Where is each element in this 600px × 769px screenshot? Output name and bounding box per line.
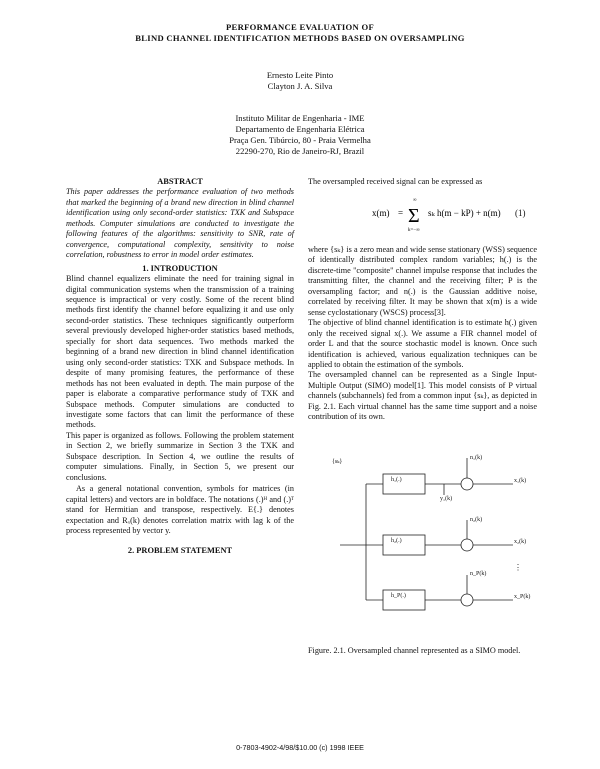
affiliation-line2: Departamento de Engenharia Elétrica [235,124,365,134]
fig-n1-label: n₁(k) [470,455,483,461]
eq-lhs: x(m) [372,208,390,218]
intro-paragraph-3: As a general notational convention, symbols for matrices (in capital letters) and vectors are in boldface. The notations (.)ᴴ and (.)ᵀ stand for Hermitian and transpose, respectively. E{.} denotes expectation and Rₓ(k) denotes correlation matrix with lag k of the process represented by vector y. [66,484,294,535]
fig-hp-label: h_P(.) [391,593,406,599]
fig-input-label: {sₖ} [332,459,343,465]
eq-sum-lower: k=−∞ [408,228,420,233]
fig-x2-label: x₂(k) [514,539,527,545]
affiliation-line1: Instituto Militar de Engenharia - IME [235,113,365,123]
eq-rhs: sₖ h(m − kP) + n(m) [428,208,501,218]
eq-equals: = [398,208,404,218]
right-column-continued [308,245,537,423]
affiliation-line3: Praça Gen. Tibúrcio, 80 - Praia Vermelha [229,135,371,145]
author-1: Ernesto Leite Pinto [266,70,334,80]
copyright-footer: 0-7803-4902-4/98/$10.00 (c) 1998 IEEE [236,743,364,752]
fig-h1-label: h₁(.) [391,477,402,483]
right-paragraph-3: The objective of blind channel identification is to estimate h(.) given only the received signal x(.). We assume a FIR channel model of order L and that the source stochastic model is known. Once such identification is achieved, various equalization techniques can be applied to obtain the estimation of the symbols. [308,318,537,369]
abstract-heading: ABSTRACT [157,177,203,186]
fig-xp-label: x_P(k) [514,594,531,600]
figure-caption: Figure. 2.1. Oversampled channel represented as a SIMO model. [308,646,521,655]
eq-sigma: Σ [408,205,420,227]
paper-title-line2: BLIND CHANNEL IDENTIFICATION METHODS BASED ON OVERSAMPLING [135,33,465,43]
intro-heading: 1. INTRODUCTION [142,263,218,273]
left-column [66,177,294,557]
author-2: Clayton J. A. Silva [267,81,333,91]
fig-x1-label: x₁(k) [514,478,527,484]
right-paragraph-1: The oversampled received signal can be expressed as [308,177,483,186]
intro-paragraph-1: Blind channel equalizers eliminate the need for training signal in digital communication systems when the transmission of a training sequence is impractical or very costly. Some of the recent blind methods first identify the channel before equalizing it and use only second-order statistics. These techniques significantly outperform several previously developed higher-order statistics based methods, specially for short data sequences. Two methods marked the beginning of a brand new direction in blind channel identification using only second-order statistics: TXK and Subspace methods. In despite of many promising features, the performance of these methods has not been evaluated in depth. The main purpose of the paper is elaborate a comparative performance study of TXK and Subspace methods. Computer simulations are conducted to investigate some factors that can limit the performance of these methods. [66,274,294,430]
ellipsis-dots: ⋮ [514,563,522,572]
fig-y1-label: y₁(k) [440,496,453,502]
filter-box-2 [383,535,425,555]
right-paragraph-4: The oversampled channel can be represented as a Single Input-Multiple Output (SIMO) model[1]. This model consists of P virtual channels (subchannels) fed from a common input {sₖ}, as depicted in Fig. 2.1. Each virtual channel has the same time support and a noise contribution of its own. [308,370,537,422]
abstract-text: This paper addresses the performance evaluation of two methods that marked the beginning of a brand new direction in blind channel identification using only second-order statistics: TXK and Subspace methods. Computer simulations are conducted to investigate the following features of the algorithms: sensitivity to SNR, rate of convergence, computational complexity, sensitivity to noise correlation, robustness to error in model order estimates. [66,187,294,260]
right-column [308,177,537,187]
summer-p [461,594,473,606]
summer-2 [461,539,473,551]
eq-sum-upper: ∞ [413,198,417,203]
filter-box-1 [383,474,425,494]
intro-paragraph-2: This paper is organized as follows. Following the problem statement in Section 2, we briefly summarize in Section 3 the TXK and Subspace description. In Section 4, we outline the results of computer simulations. Finally, in Section 5, we present our conclusions. [66,430,294,482]
fig-np-label: n_P(k) [470,571,487,577]
fig-h2-label: h₂(.) [391,538,402,544]
paper-title-line1: PERFORMANCE EVALUATION OF [225,22,375,32]
right-paragraph-2: where {sₖ} is a zero mean and wide sense stationary (WSS) sequence of identically distributed complex random variables; h(.) is the discrete-time "composite" channel impulse response that includes the transmitting filter, the channel and the receiving filter; P is the oversampling factor; and n(.) is the Gaussian additive noise, correlated by receiving filter. It may be shown that x(m) is a wide sense cyclostationary (WSCS) process[3]. [308,245,537,317]
affiliation-line4: 22290-270, Rio de Janeiro-RJ, Brazil [235,146,365,156]
section2-heading: 2. PROBLEM STATEMENT [127,546,233,556]
summer-1 [461,478,473,490]
equation-render [372,195,542,245]
equation-number: (1) [515,208,526,218]
fig-n2-label: n₂(k) [470,517,483,523]
